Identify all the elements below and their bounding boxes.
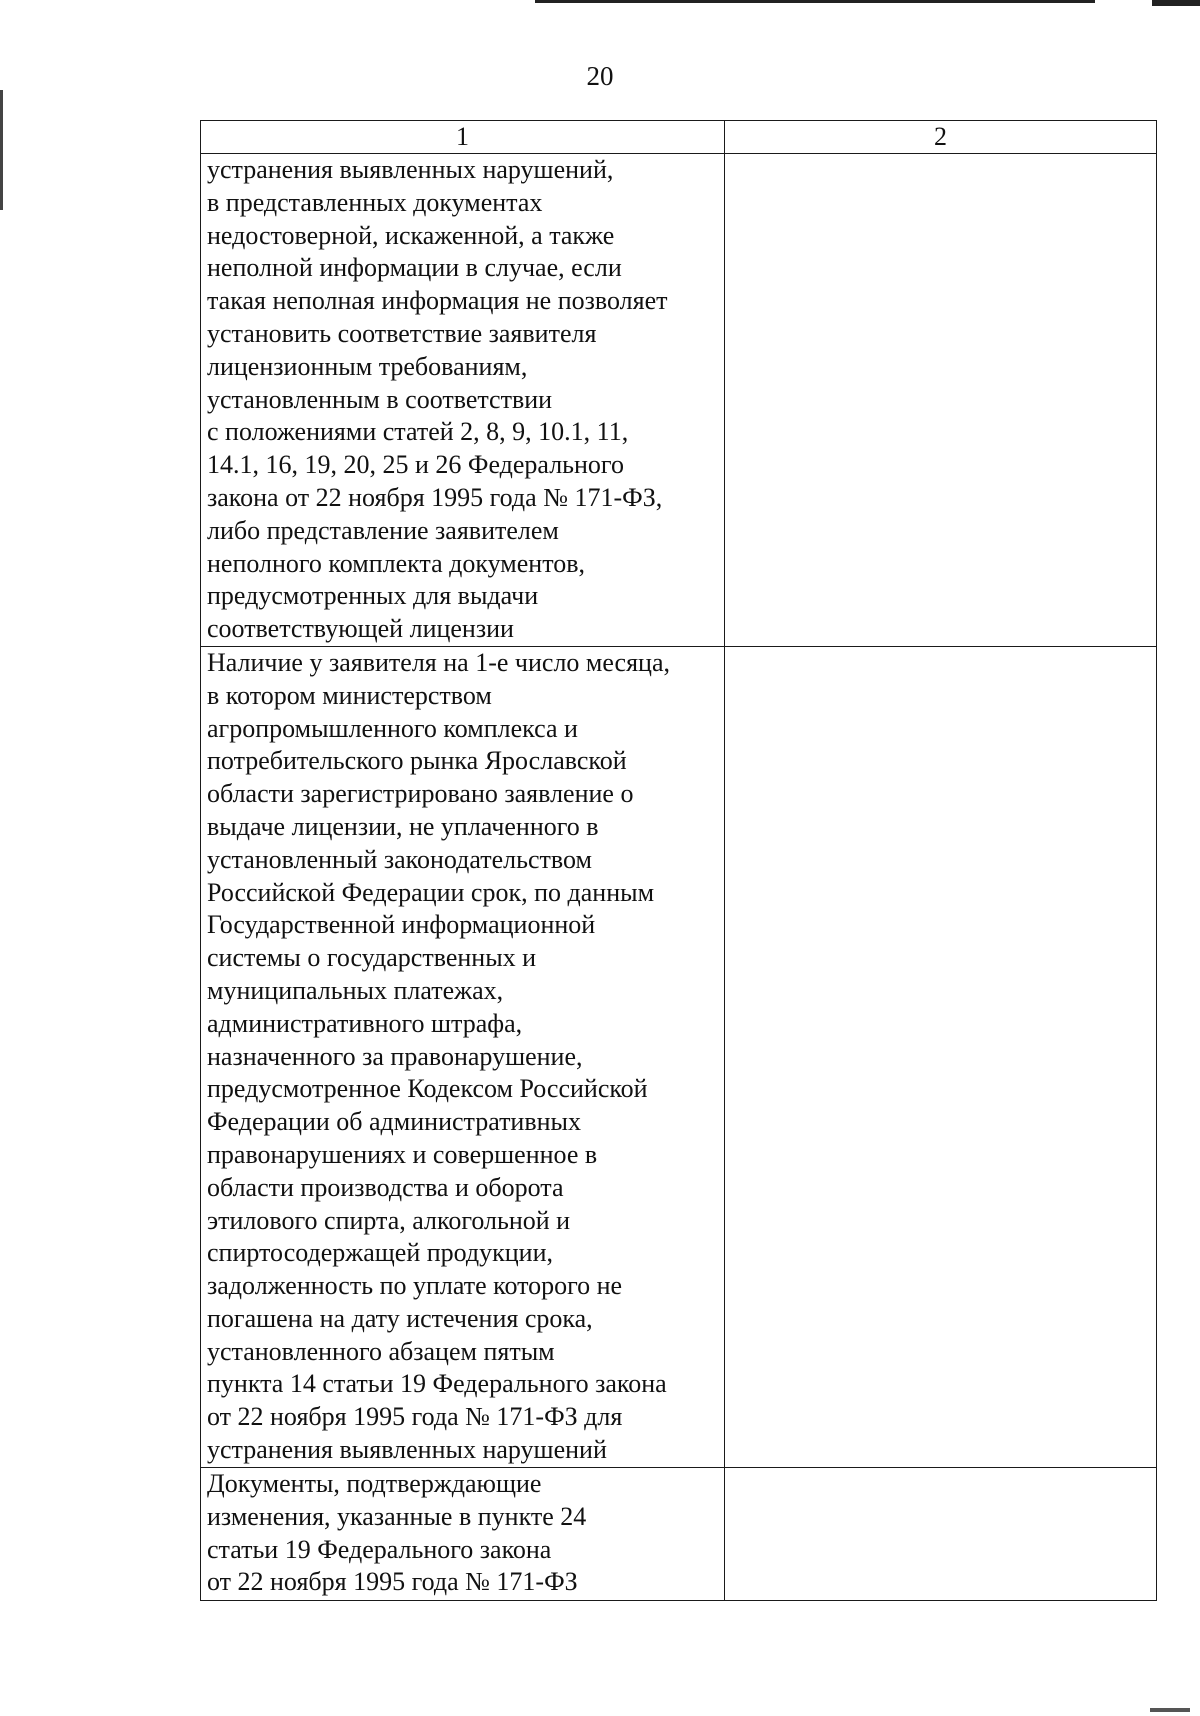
cell-line: установленным в соответствии bbox=[207, 384, 553, 414]
cell-line: в котором министерством bbox=[207, 680, 492, 710]
cell-line: 14.1, 16, 19, 20, 25 и 26 Федерального bbox=[207, 450, 624, 480]
cell-text bbox=[207, 1468, 724, 1599]
cell-line: Наличие у заявителя на 1-е число месяца, bbox=[207, 647, 671, 677]
cell-text bbox=[207, 154, 724, 646]
table-row bbox=[201, 1467, 1157, 1600]
cell-line: установленного абзацем пятым bbox=[207, 1336, 555, 1366]
cell-line: недостоверной, искаженной, а также bbox=[207, 220, 615, 250]
cell-line: либо представление заявителем bbox=[207, 515, 559, 545]
cell-line: Государственной информационной bbox=[207, 910, 596, 940]
table-cell-col-1 bbox=[201, 1467, 725, 1600]
page-number: 20 bbox=[586, 61, 614, 91]
document-table bbox=[200, 120, 1157, 1601]
cell-line: назначенного за правонарушение, bbox=[207, 1041, 583, 1071]
cell-line: с положениями статей 2, 8, 9, 10.1, 11, bbox=[207, 417, 629, 447]
cell-line: задолженность по уплате которого не bbox=[207, 1271, 623, 1301]
cell-line: установленный законодательством bbox=[207, 844, 592, 874]
table-cell-col-2 bbox=[725, 646, 1157, 1467]
scan-artifact-top-mark bbox=[1152, 0, 1200, 6]
cell-line: устранения выявленных нарушений, bbox=[207, 155, 614, 184]
cell-line: правонарушениях и совершенное в bbox=[207, 1139, 598, 1169]
cell-line: системы о государственных и bbox=[207, 943, 537, 973]
cell-line: неполного комплекта документов, bbox=[207, 548, 585, 578]
cell-line: муниципальных платежах, bbox=[207, 975, 504, 1005]
table-header-col-1: 1 bbox=[201, 121, 725, 154]
cell-line: устранения выявленных нарушений bbox=[207, 1435, 607, 1465]
cell-line: предусмотренных для выдачи bbox=[207, 581, 539, 611]
cell-line: изменения, указанные в пункте 24 bbox=[207, 1501, 587, 1531]
cell-line: такая неполная информация не позволяет bbox=[207, 286, 668, 316]
cell-line: пункта 14 статьи 19 Федерального закона bbox=[207, 1369, 667, 1399]
cell-line: предусмотренное Кодексом Российской bbox=[207, 1074, 648, 1104]
cell-line: неполной информации в случае, если bbox=[207, 253, 622, 283]
cell-line: области зарегистрировано заявление о bbox=[207, 779, 634, 809]
table-header-row bbox=[201, 121, 1157, 154]
scan-artifact-bottom-mark bbox=[1150, 1708, 1190, 1712]
cell-line: Федерации об административных bbox=[207, 1107, 582, 1137]
cell-line: в представленных документах bbox=[207, 187, 543, 217]
cell-line: потребительского рынка Ярославской bbox=[207, 746, 627, 776]
cell-line: выдаче лицензии, не уплаченного в bbox=[207, 811, 599, 841]
cell-line: Документы, подтверждающие bbox=[207, 1468, 542, 1498]
cell-line: лицензионным требованиям, bbox=[207, 351, 528, 381]
cell-line: от 22 ноября 1995 года № 171-ФЗ bbox=[207, 1567, 578, 1597]
cell-line: Российской Федерации срок, по данным bbox=[207, 877, 655, 907]
cell-line: соответствующей лицензии bbox=[207, 614, 514, 644]
table-cell-col-1 bbox=[201, 154, 725, 647]
table-row bbox=[201, 646, 1157, 1467]
cell-line: статьи 19 Федерального закона bbox=[207, 1534, 552, 1564]
scan-artifact-top-line bbox=[535, 0, 1095, 3]
cell-line: закона от 22 ноября 1995 года № 171-ФЗ, bbox=[207, 482, 663, 512]
cell-line: этилового спирта, алкогольной и bbox=[207, 1205, 571, 1235]
cell-line: от 22 ноября 1995 года № 171-ФЗ для bbox=[207, 1402, 623, 1432]
table-header-col-2: 2 bbox=[725, 121, 1157, 154]
table-row bbox=[201, 154, 1157, 647]
table-cell-col-1 bbox=[201, 646, 725, 1467]
cell-text bbox=[207, 647, 724, 1467]
cell-line: спиртосодержащей продукции, bbox=[207, 1238, 553, 1268]
table-cell-col-2 bbox=[725, 1467, 1157, 1600]
cell-line: административного штрафа, bbox=[207, 1008, 523, 1038]
cell-line: погашена на дату истечения срока, bbox=[207, 1303, 593, 1333]
table-cell-col-2 bbox=[725, 154, 1157, 647]
cell-line: агропромышленного комплекса и bbox=[207, 713, 578, 743]
cell-line: области производства и оборота bbox=[207, 1172, 564, 1202]
cell-line: установить соответствие заявителя bbox=[207, 318, 597, 348]
scan-artifact-left-edge bbox=[0, 90, 3, 210]
